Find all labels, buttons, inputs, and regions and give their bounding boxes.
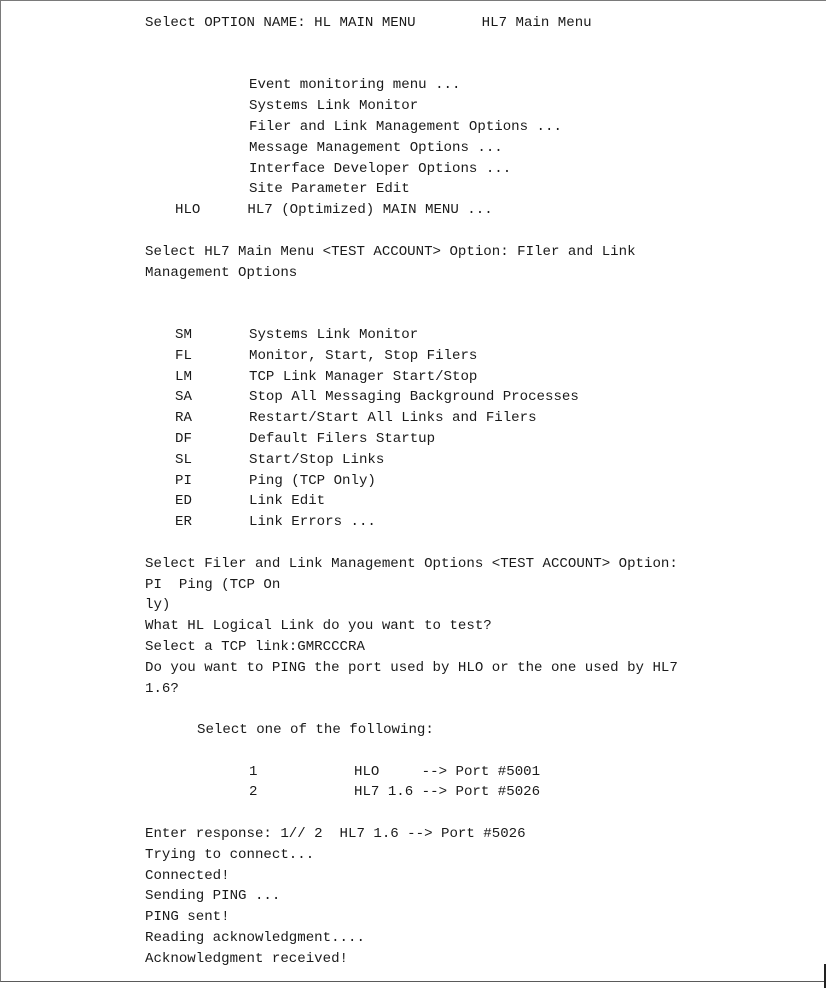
blank-line — [145, 304, 825, 325]
filer-menu-code: PI — [175, 472, 192, 489]
choice-item — [145, 782, 825, 803]
menu-item-message-management: Message Management Options ... — [249, 139, 503, 156]
menu-item-systems-link-monitor: Systems Link Monitor — [249, 98, 419, 115]
filer-menu-item — [145, 408, 825, 429]
logical-link-question: What HL Logical Link do you want to test? — [145, 618, 492, 635]
blank-line — [145, 283, 825, 304]
filer-menu-label: Start/Stop Links — [249, 451, 385, 468]
filer-menu-code: SL — [175, 451, 192, 468]
blank-line — [145, 221, 825, 242]
filer-menu-label: Restart/Start All Links and Filers — [249, 410, 537, 427]
filer-menu-code: SA — [175, 389, 192, 406]
filer-menu-label: Stop All Messaging Background Processes — [249, 389, 579, 406]
filer-menu-label: Default Filers Startup — [249, 430, 436, 447]
blank-line — [145, 55, 825, 76]
filer-menu-item — [145, 491, 825, 512]
filer-menu-code: SM — [175, 326, 192, 343]
filer-menu-code: ED — [175, 493, 192, 510]
filer-menu-label: Link Errors ... — [249, 514, 376, 531]
main-menu-selection-continuation: Management Options — [145, 264, 298, 281]
choice-item — [145, 762, 825, 783]
filer-menu-item — [145, 346, 825, 367]
output-line-received: Acknowledgment received! — [145, 950, 348, 967]
main-menu-selection-line: Select HL7 Main Menu <TEST ACCOUNT> Option: FIler and Link — [145, 243, 636, 260]
filer-menu-label: TCP Link Manager Start/Stop — [249, 368, 478, 385]
response-entry-line: Enter response: 1// 2 HL7 1.6 --> Port #5026 — [145, 826, 526, 843]
filer-menu-label: Ping (TCP Only) — [249, 472, 376, 489]
filer-menu-code: LM — [175, 368, 192, 385]
output-line-sending: Sending PING ... — [145, 888, 281, 905]
menu-item-event-monitoring: Event monitoring menu ... — [249, 77, 461, 94]
ping-port-question-wrap: 1.6? — [145, 680, 179, 697]
terminal-screen[interactable] — [145, 13, 825, 970]
choice-number: 2 — [249, 784, 258, 801]
filer-menu-label: Link Edit — [249, 493, 326, 510]
output-line-trying: Trying to connect... — [145, 846, 315, 863]
option-prompt-line — [145, 13, 825, 34]
blank-line — [145, 741, 825, 762]
choice-number: 1 — [249, 763, 258, 780]
menu-item-interface-developer: Interface Developer Options ... — [249, 160, 512, 177]
menu-item-filer-link-management: Filer and Link Management Options ... — [249, 118, 562, 135]
ping-selection-echo: PI Ping (TCP On — [145, 576, 281, 593]
blank-line — [145, 34, 825, 55]
filer-menu-item — [145, 367, 825, 388]
option-prompt: Select OPTION NAME: HL MAIN MENU — [145, 15, 416, 31]
filer-menu-item — [145, 471, 825, 492]
choice-label: HL7 1.6 --> Port #5026 — [354, 784, 541, 801]
output-line-reading: Reading acknowledgment.... — [145, 930, 365, 947]
ping-port-question: Do you want to PING the port used by HLO or the one used by HL7 — [145, 659, 678, 676]
filer-menu-label: Monitor, Start, Stop Filers — [249, 347, 478, 364]
output-line-connected: Connected! — [145, 867, 230, 884]
choice-label: HLO --> Port #5001 — [354, 763, 541, 780]
blank-line — [145, 699, 825, 720]
filer-menu-item — [145, 429, 825, 450]
tcp-link-selection: Select a TCP link:GMRCCCRA — [145, 638, 365, 655]
choice-prompt: Select one of the following: — [197, 722, 434, 739]
menu-item-label: HL7 (Optimized) MAIN MENU ... — [247, 202, 493, 219]
filer-menu-item — [145, 512, 825, 533]
blank-line — [145, 803, 825, 824]
filer-menu-code: DF — [175, 430, 192, 447]
filer-menu-item — [145, 450, 825, 471]
filer-option-prompt: Select Filer and Link Management Options <TEST ACCOUNT> Option: — [145, 555, 678, 572]
filer-menu-code: ER — [175, 514, 192, 531]
filer-menu-item — [145, 325, 825, 346]
filer-menu-code: FL — [175, 347, 192, 364]
filer-menu-code: RA — [175, 410, 192, 427]
filer-menu-label: Systems Link Monitor — [249, 326, 419, 343]
menu-title: HL7 Main Menu — [481, 15, 592, 31]
ping-selection-echo-wrap: ly) — [145, 597, 171, 614]
menu-item-hlo — [145, 200, 825, 221]
menu-item-site-parameter-edit: Site Parameter Edit — [249, 181, 410, 198]
blank-line — [145, 533, 825, 554]
menu-item-code: HLO — [175, 202, 201, 219]
filer-menu-item — [145, 387, 825, 408]
output-line-sent: PING sent! — [145, 909, 230, 926]
